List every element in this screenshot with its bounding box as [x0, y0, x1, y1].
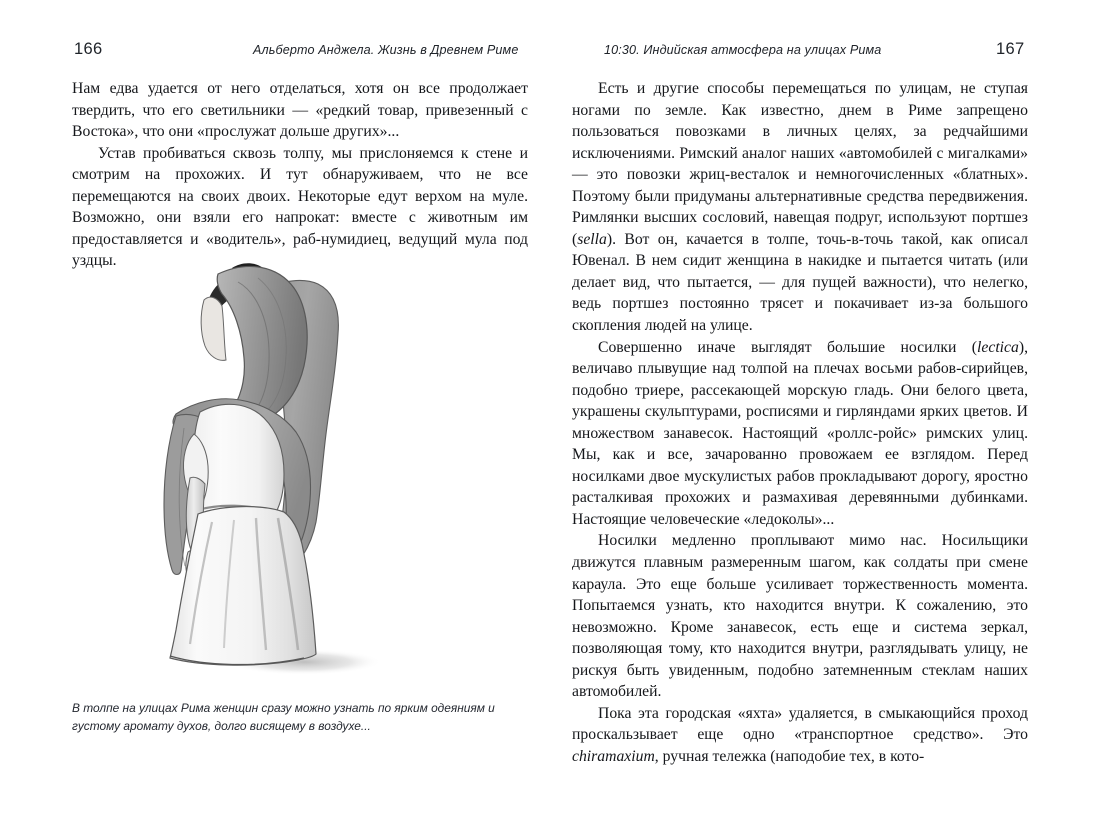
figure-caption: В толпе на улицах Рима женщин сразу можно узнать по ярким одеяниям и густому аромату духов, долго висящему в воздухе...: [72, 701, 495, 733]
page-number-right: 167: [996, 40, 1025, 58]
running-head-right: 10:30. Индийская атмосфера на улицах Рима: [604, 43, 882, 57]
left-page-text-column: [72, 78, 528, 272]
figure-block: [72, 252, 528, 684]
paragraph: Совершенно иначе выглядят большие носилки (lectica), величаво плывущие над толпой на плечах восьми рабов-сирийцев, подобно триере, рассекающей морскую гладь. Они белого цвета, украшены скульптурами, росписями и гирляндами ярких цветов. И множеством занавесок. Настоящий «роллс-ройс» римских улиц. Мы, как и все, зачарованно провожаем ее взглядом. Перед носилками двое мускулистых рабов прокладывают дорогу, яростно расталкивая прохожих и размахивая деревянными дубинками. Настоящие человеческие «ледоколы»...: [572, 338, 1028, 528]
paragraph: Устав пробиваться сквозь толпу, мы прислоняемся к стене и смотрим на прохожих. И тут обнаруживаем, что не все перемещаются на своих двоих. Некоторые едут верхом на муле. Возможно, они взяли его напрокат: вместе с животным им предоставляется и «водитель», раб-нумидиец, ведущий мула под уздцы.: [72, 144, 528, 270]
paragraph: Пока эта городская «яхта» удаляется, в смыкающийся проход проскальзывает еще одно «транспортное средство». Это chiramaxium, ручная тележка (наподобие тех, в кото-: [572, 704, 1028, 765]
paragraph: Носилки медленно проплывают мимо нас. Носильщики движутся плавным размеренным шагом, как солдаты при смене караула. Это еще больше усиливает торжественность момента. Попытаемся узнать, кто находится внутри. К сожалению, это невозможно. Кроме занавесок, есть еще и система зеркал, позволяющая тому, кто находится внутри, разглядывать улицу, не рискуя быть увиденным, подобно затемненным стеклам наших автомобилей.: [572, 532, 1028, 701]
paragraph: Есть и другие способы перемещаться по улицам, не ступая ногами по земле. Как известно, днем в Риме запрещено пользоваться повозками в личных целях, за редчайшими исключениями. Римский аналог наших «автомобилей с мигалками» — это повозки жриц-весталок и немногочисленных «блатных». Поэтому были придуманы альтернативные средства передвижения. Римлянки высших сословий, навещая подруг, используют портшез (sella). Вот он, качается в толпе, точь-в-точь такой, как описал Ювенал. В нем сидит женщина в накидке и пытается читать (или делает вид, что пытается, — для пущей важности), что нелегко, ведь портшез постоянно трясет и покачивает из-за большого скопления людей на улице.: [572, 80, 1028, 335]
paragraph: Нам едва удается от него отделаться, хотя он все продолжает твердить, что его светильники — «редкий товар, привезенный с Востока», что они «прослужат дольше других»...: [72, 80, 528, 141]
illustration-roman-woman: [72, 252, 528, 684]
running-head-left: Альберто Анджела. Жизнь в Древнем Риме: [253, 43, 519, 57]
right-page-text-column: [572, 78, 1028, 768]
face-profile: [201, 297, 226, 360]
page-number-left: 166: [74, 40, 103, 58]
